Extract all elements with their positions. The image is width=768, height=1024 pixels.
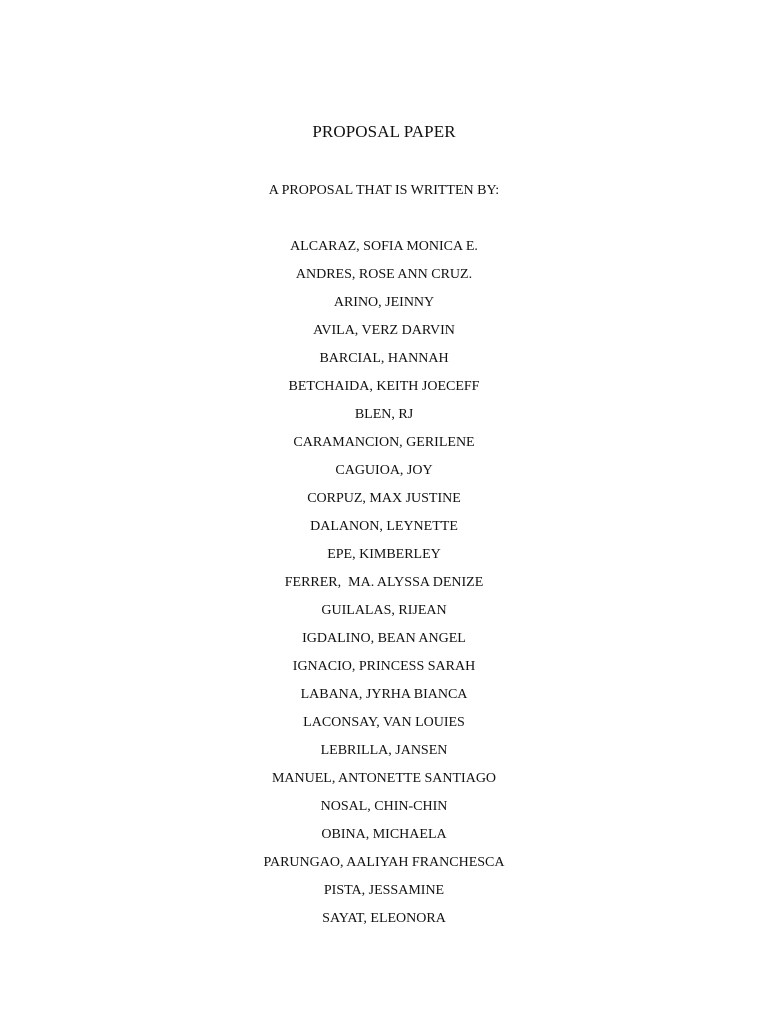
author-name: ALCARAZ, SOFIA MONICA E. [290, 239, 478, 254]
author-name: OBINA, MICHAELA [321, 827, 447, 842]
author-name: IGDALINO, BEAN ANGEL [302, 631, 466, 646]
author-name: NOSAL, CHIN-CHIN [320, 799, 448, 814]
author-name: LACONSAY, VAN LOUIES [303, 715, 465, 730]
author-name: IGNACIO, PRINCESS SARAH [292, 659, 476, 674]
author-name: FERRER, MA. ALYSSA DENIZE [284, 575, 484, 590]
document-title: PROPOSAL PAPER [312, 122, 456, 141]
author-name: BARCIAL, HANNAH [319, 351, 449, 366]
author-name: CORPUZ, MAX JUSTINE [307, 491, 461, 506]
author-name: MANUEL, ANTONETTE SANTIAGO [271, 771, 497, 786]
author-name: DALANON, LEYNETTE [310, 519, 458, 534]
author-name: EPE, KIMBERLEY [327, 547, 441, 562]
author-name: BETCHAIDA, KEITH JOECEFF [288, 379, 480, 394]
author-name: PISTA, JESSAMINE [323, 883, 445, 898]
document-subtitle: A PROPOSAL THAT IS WRITTEN BY: [268, 183, 500, 198]
author-name: ANDRES, ROSE ANN CRUZ. [295, 267, 473, 282]
author-name: AVILA, VERZ DARVIN [313, 323, 455, 338]
author-name: LABANA, JYRHA BIANCA [300, 687, 468, 702]
author-name: CAGUIOA, JOY [335, 463, 433, 478]
author-name: CARAMANCION, GERILENE [293, 435, 475, 450]
author-name: SAYAT, ELEONORA [322, 911, 446, 926]
author-name: BLEN, RJ [354, 407, 414, 422]
author-name: ARINO, JEINNY [333, 295, 435, 310]
author-list [0, 238, 768, 938]
author-name: LEBRILLA, JANSEN [320, 743, 448, 758]
author-name: PARUNGAO, AALIYAH FRANCHESCA [263, 855, 505, 870]
author-name: GUILALAS, RIJEAN [321, 603, 447, 618]
